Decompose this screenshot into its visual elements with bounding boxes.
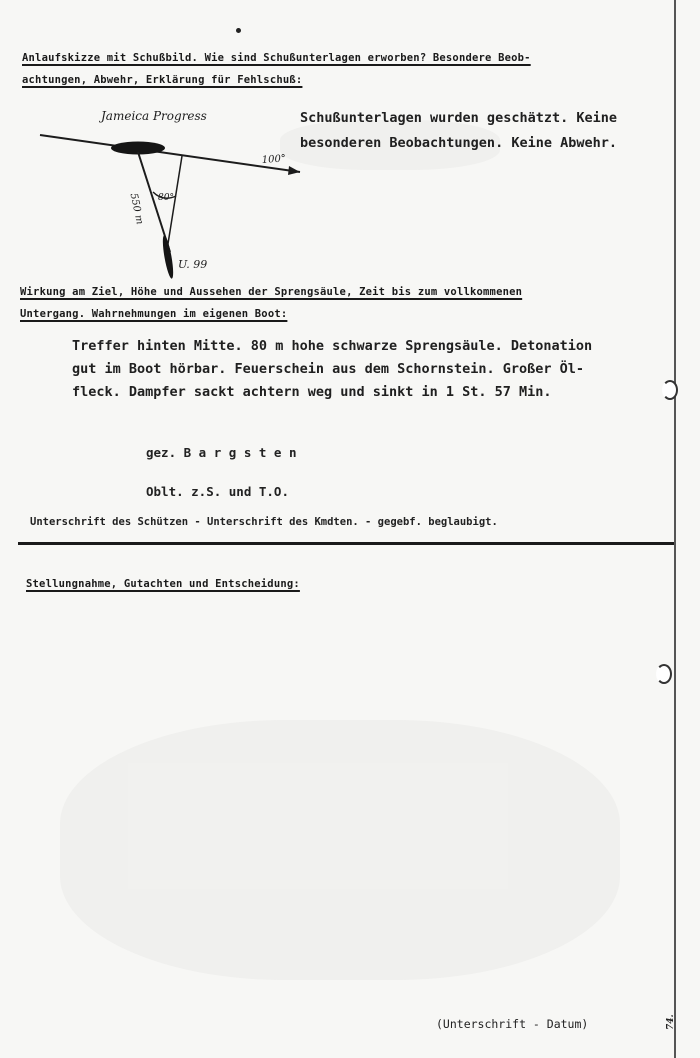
section1-heading-line2: achtungen, Abwehr, Erklärung für Fehlschuß: <box>22 74 303 86</box>
section1-heading-line1: Anlaufskizze mit Schußbild. Wie sind Schußunterlagen erworben? Besondere Beob- <box>22 52 531 64</box>
section1-text-line1: Schußunterlagen wurden geschätzt. Keine <box>300 110 617 126</box>
top-dot <box>236 28 241 33</box>
ship-track-line <box>40 135 300 172</box>
ship-name-label: Jameica Progress <box>101 109 207 123</box>
section2-heading-line1: Wirkung am Ziel, Höhe und Aussehen der Sprengsäule, Zeit bis zum vollkommenen <box>20 286 523 298</box>
punch-hole-top <box>662 380 678 400</box>
range-label: 550 m <box>127 192 145 226</box>
attack-sketch <box>30 100 320 285</box>
section2-text-line3: fleck. Dampfer sackt achtern weg und sinkt in 1 St. 57 Min. <box>72 384 552 400</box>
scan-smudge <box>60 720 620 980</box>
section1-text-line2: besonderen Beobachtungen. Keine Abwehr. <box>300 135 617 151</box>
torpedo-label: U. 99 <box>178 258 208 271</box>
aim-line <box>167 156 182 250</box>
signed-name: gez. B a r g s t e n <box>146 445 297 460</box>
track-arrowhead <box>288 166 300 175</box>
signature-date-caption: (Unterschrift - Datum) <box>436 1017 589 1031</box>
section-divider <box>18 542 674 545</box>
section2-heading-line2: Untergang. Wahrnehmungen im eigenen Boot: <box>20 308 288 320</box>
section2-text-line1: Treffer hinten Mitte. 80 m hohe schwarze Sprengsäule. Detonation <box>72 338 593 354</box>
right-margin-rule <box>674 0 676 1058</box>
punch-hole-bottom <box>656 664 672 684</box>
angle-label: 80° <box>158 193 174 203</box>
section2-text-line2: gut im Boot hörbar. Feuerschein aus dem Schornstein. Großer Öl- <box>72 361 585 377</box>
track-label: 100° <box>261 153 287 166</box>
signature-caption: Unterschrift des Schützen - Unterschrift des Kmdten. - gegebf. beglaubigt. <box>30 516 498 528</box>
page-mark: 74. <box>666 1014 676 1030</box>
rank-line: Oblt. z.S. und T.O. <box>146 484 289 499</box>
section3-heading: Stellungnahme, Gutachten und Entscheidung: <box>26 578 300 590</box>
